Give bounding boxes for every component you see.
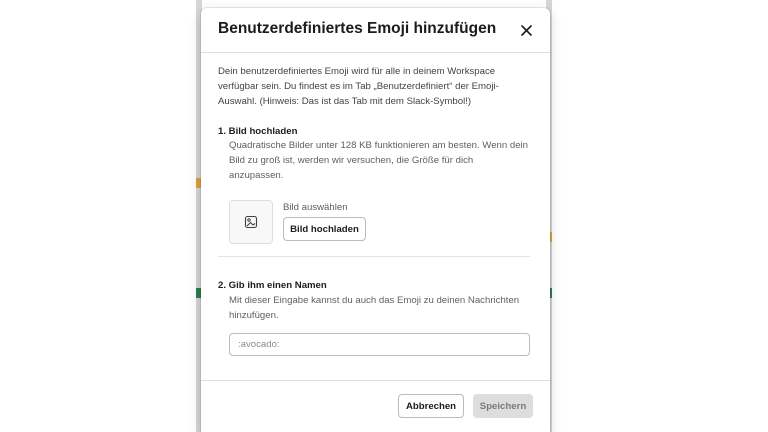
name-section-title: 2. Gib ihm einen Namen [218,280,327,291]
close-icon [521,25,532,36]
upload-section-description: Quadratische Bilder unter 128 KB funktionieren am besten. Wenn dein Bild zu groß ist, werden wir versuchen, die Größe für dich anzupassen. [229,140,529,181]
header-divider [201,52,550,53]
save-button[interactable]: Speichern [473,394,533,418]
upload-image-button[interactable]: Bild hochladen [283,217,366,241]
image-upload-icon [244,215,258,229]
dialog-title: Benutzerdefiniertes Emoji hinzufügen [218,20,497,37]
footer-divider [201,380,550,381]
dialog-intro-text: Dein benutzerdefiniertes Emoji wird für alle in deinem Workspace verfügbar sein. Du findest es im Tab „Benutzerdefiniert“ der Emoji-Auswahl. (Hinweis: Das ist das Tab mit dem Slack-Symbol!) [218,66,499,107]
close-button[interactable] [516,20,536,40]
name-section-description: Mit dieser Eingabe kannst du auch das Emoji zu deinen Nachrichten hinzufügen. [229,295,520,321]
upload-section-title: 1. Bild hochladen [218,126,298,137]
section-divider [218,256,530,257]
cancel-button[interactable]: Abbrechen [398,394,464,418]
dialog-header [201,8,550,52]
image-preview-box[interactable] [229,200,273,244]
emoji-name-input[interactable] [229,333,530,356]
add-custom-emoji-dialog [201,8,550,432]
choose-image-label: Bild auswählen [283,202,348,213]
